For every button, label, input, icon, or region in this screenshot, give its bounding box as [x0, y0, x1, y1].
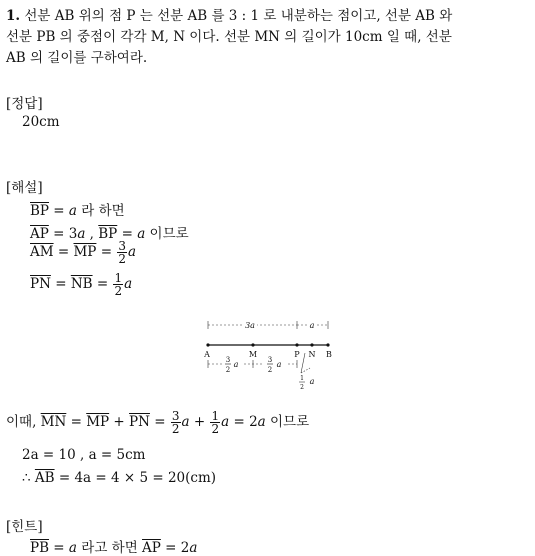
explanation-header: [해설]: [6, 180, 43, 196]
explanation-line-4: [30, 272, 132, 297]
denominator: 2: [171, 422, 180, 436]
text: +: [109, 414, 130, 430]
segment-bp: $\overline{BP}$: [98, 226, 118, 242]
problem-line-2: 선분 PB 의 중점이 각각 M, N 이다. 선분 MN 의 길이가 10cm 일 때, 선분: [6, 29, 452, 45]
label-b: B: [326, 350, 332, 359]
mp-denominator: 2: [267, 366, 273, 374]
segment-ab: $\overline{AB}$: [34, 470, 55, 486]
segment-diagram: [198, 318, 338, 398]
problem-text-1: 선분 AB 위의 점 P 는 선분 AB 를 3 : 1 로 내분하는 점이고, 선분 AB 와: [24, 8, 453, 24]
text: =: [66, 414, 87, 430]
pointer-line: [301, 368, 310, 373]
fraction: [210, 410, 220, 435]
numerator: 1: [211, 409, 220, 423]
explanation-line-3: [30, 240, 136, 265]
point-n: [310, 343, 313, 346]
top-label-a: a: [309, 321, 315, 330]
conclusion-line-2: 2a = 10 , a = 5cm: [22, 447, 146, 463]
am-denominator: 2: [225, 366, 231, 374]
hint-line: [30, 536, 197, 556]
variable-a: a: [189, 540, 198, 556]
segment-pb: $\overline{PB}$: [30, 540, 50, 556]
label-m: M: [248, 350, 258, 359]
fraction: [113, 272, 123, 297]
point-b: [326, 343, 329, 346]
label-a: A: [204, 350, 210, 359]
explanation-line-2: [30, 222, 189, 242]
segment-pn: $\overline{PN}$: [30, 276, 51, 292]
am-variable: a: [233, 360, 239, 369]
fraction: [171, 410, 181, 435]
denominator: 2: [118, 252, 126, 266]
am-numerator: 3: [225, 356, 231, 364]
segment-am: $\overline{AM}$: [30, 244, 54, 260]
small-variable: a: [309, 377, 315, 386]
problem-line-3: AB 의 길이를 구하여라.: [6, 50, 148, 66]
text: 이므로: [145, 226, 189, 242]
variable-a: a: [257, 414, 266, 430]
text: 이때,: [6, 414, 41, 430]
small-numerator: 1: [300, 375, 304, 382]
answer-header: [정답]: [6, 96, 43, 112]
variable-a: a: [77, 226, 86, 242]
top-label-3a: 3a: [245, 321, 255, 330]
fraction: [117, 240, 127, 265]
answer-value: 20cm: [22, 114, 60, 130]
text: =: [49, 540, 69, 556]
text: =: [92, 276, 113, 292]
explanation-line-1: [30, 199, 125, 219]
variable-a: a: [137, 226, 146, 242]
text: =: [117, 226, 138, 242]
text: 이므로: [265, 414, 310, 430]
conclusion-line-1: [6, 410, 309, 435]
segment-mp: $\overline{MP}$: [86, 414, 110, 430]
numerator: 3: [171, 409, 180, 423]
pointer-line: [301, 353, 305, 373]
variable-a: a: [68, 540, 77, 556]
label-n: N: [308, 350, 316, 359]
segment-bp: $\overline{BP}$: [30, 203, 50, 219]
numerator: 1: [114, 271, 123, 285]
therefore-symbol: ∴: [22, 470, 35, 486]
problem-line-1: [6, 4, 452, 24]
segment-nb: $\overline{NB}$: [70, 276, 93, 292]
numerator: 3: [118, 239, 126, 253]
text: = 2: [160, 540, 190, 556]
point-m: [251, 343, 254, 346]
point-a: [206, 343, 209, 346]
segment-ap: $\overline{AP}$: [142, 540, 161, 556]
conclusion-line-3: [22, 470, 216, 486]
mp-variable: a: [276, 360, 282, 369]
point-p: [295, 343, 298, 346]
segment-mn: $\overline{MN}$: [40, 414, 67, 430]
text: ,: [85, 226, 99, 242]
segment-mp: $\overline{MP}$: [73, 244, 97, 260]
text: = 2: [229, 414, 258, 430]
denominator: 2: [211, 422, 220, 436]
text: +: [189, 414, 210, 430]
small-denominator: 2: [300, 384, 304, 391]
problem-number: 1.: [6, 8, 21, 24]
hint-header: [힌트]: [6, 519, 43, 535]
text: =: [50, 276, 71, 292]
text: = 3: [48, 226, 78, 242]
text: 라고 하면: [76, 540, 143, 556]
text: =: [53, 244, 74, 260]
text: = 4a = 4 × 5 = 20(cm): [54, 470, 217, 486]
mp-numerator: 3: [267, 356, 273, 364]
denominator: 2: [114, 284, 123, 298]
equals: =: [49, 203, 69, 219]
text: =: [149, 414, 170, 430]
text: 라 하면: [76, 203, 125, 219]
variable-a: a: [68, 203, 77, 219]
segment-pn: $\overline{PN}$: [129, 414, 150, 430]
variable-a: a: [124, 276, 133, 292]
variable-a: a: [181, 414, 190, 430]
variable-a: a: [127, 244, 137, 260]
variable-a: a: [221, 414, 230, 430]
text: =: [96, 244, 117, 260]
segment-ap: $\overline{AP}$: [30, 226, 49, 242]
label-p: P: [294, 350, 300, 359]
